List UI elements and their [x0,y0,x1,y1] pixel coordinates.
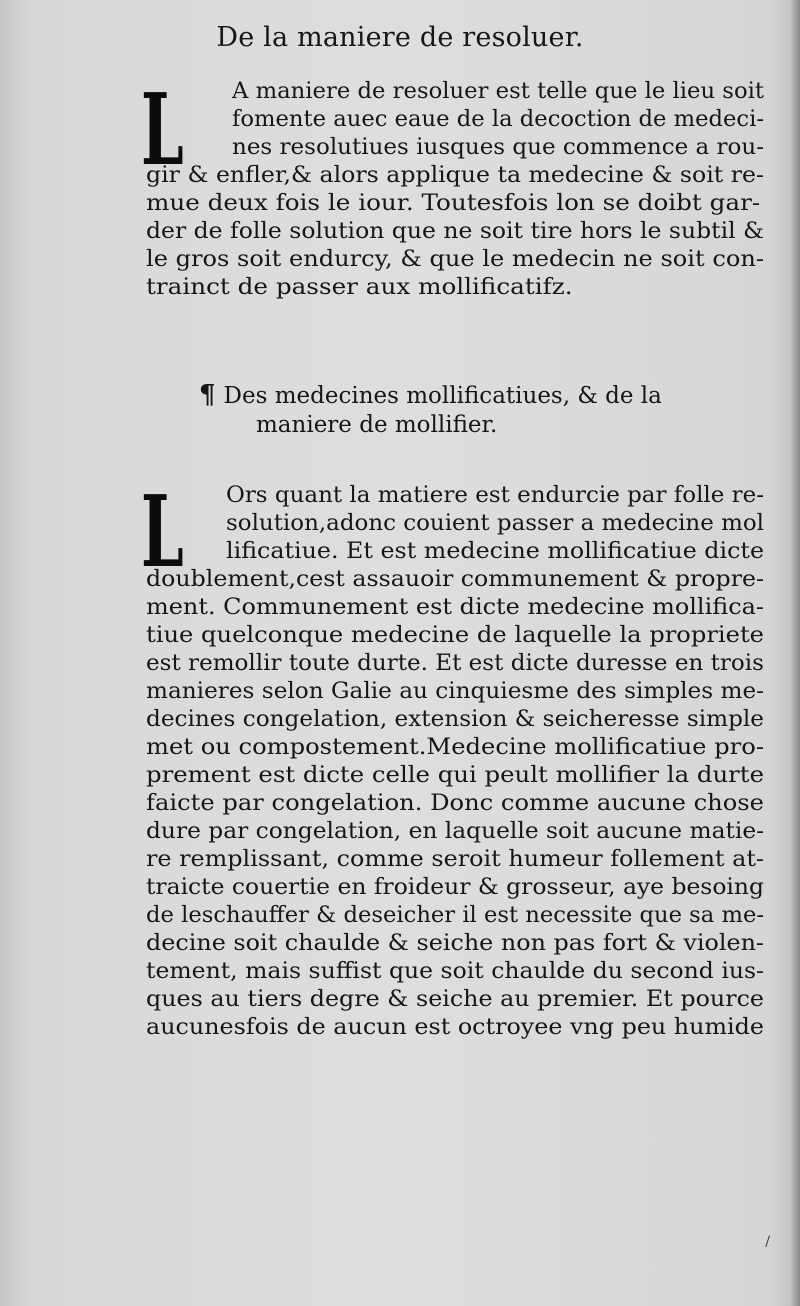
text-line: manieres selon Galie au cinquiesme des simples me- [146,679,764,704]
heading-line-1 [199,380,662,410]
text-line: le gros soit endurcy, & que le medecin ne soit con- [146,247,764,272]
text-line: fomente auec eaue de la decoction de medeci- [232,107,764,132]
text-line: der de folle solution que ne soit tire hors le subtil & [146,219,764,244]
running-head: De la maniere de resoluer. [216,22,584,53]
text-line: lificatiue. Et est medecine mollificatiue dicte [226,539,764,564]
text-line: aucunesfois de aucun est octroyee vng peu humide [146,1015,764,1040]
heading-text: Des medecines mollificatiues, & de la [223,383,662,409]
text-line: gir & enfler,& alors applique ta medecine & soit re- [146,163,764,188]
drop-cap-initial: L [141,475,184,590]
paragraph-resolution [146,78,764,302]
text-line: prement est dicte celle qui peult mollifier la durte [146,763,764,788]
text-line: decine soit chaulde & seiche non pas fort & violen- [146,931,764,956]
text-line: tiue quelconque medecine de laquelle la propriete [146,623,765,648]
paragraph-mollification [146,482,765,1042]
text-line: dure par congelation, en laquelle soit aucune matie- [146,819,764,844]
margin-mark: / [765,1234,770,1250]
text-line: faicte par congelation. Donc comme aucune chose [146,791,764,816]
text-line: tement, mais suffist que soit chaulde du second ius- [146,959,765,984]
text-line: nes resolutiues iusques que commence a rou- [232,135,764,160]
pilcrow-icon: ¶ [199,380,216,410]
text-line: re remplissant, comme seroit humeur follement at- [146,847,764,872]
text-line: met ou compostement.Medecine mollificatiue pro- [146,735,764,760]
text-line: solution,adonc couient passer a medecine mol [226,511,764,536]
heading-line-2: maniere de mollifier. [256,412,498,438]
text-line: doublement,cest assauoir communement & propre- [146,567,764,592]
text-line: mue deux fois le iour. Toutesfois lon se doibt gar- [146,191,761,216]
page-edge-shadow [790,0,800,1306]
section-heading [199,380,662,440]
text-line: ment. Communement est dicte medecine mollifica- [146,595,764,620]
text-line: Ors quant la matiere est endurcie par folle re- [226,483,764,508]
text-line: decines congelation, extension & seicheresse simple [146,707,764,732]
drop-cap-initial: L [141,73,184,188]
text-line: traicte couertie en froideur & grosseur, aye besoing [146,875,764,900]
text-line: de leschauffer & deseicher il est necessite que sa me- [146,903,764,928]
text-line: est remollir toute durte. Et est dicte duresse en trois [146,651,764,676]
text-line: trainct de passer aux mollificatifz. [146,275,573,300]
text-line: A maniere de resoluer est telle que le lieu soit [232,79,764,104]
text-line: ques au tiers degre & seiche au premier. Et pource [146,987,764,1012]
